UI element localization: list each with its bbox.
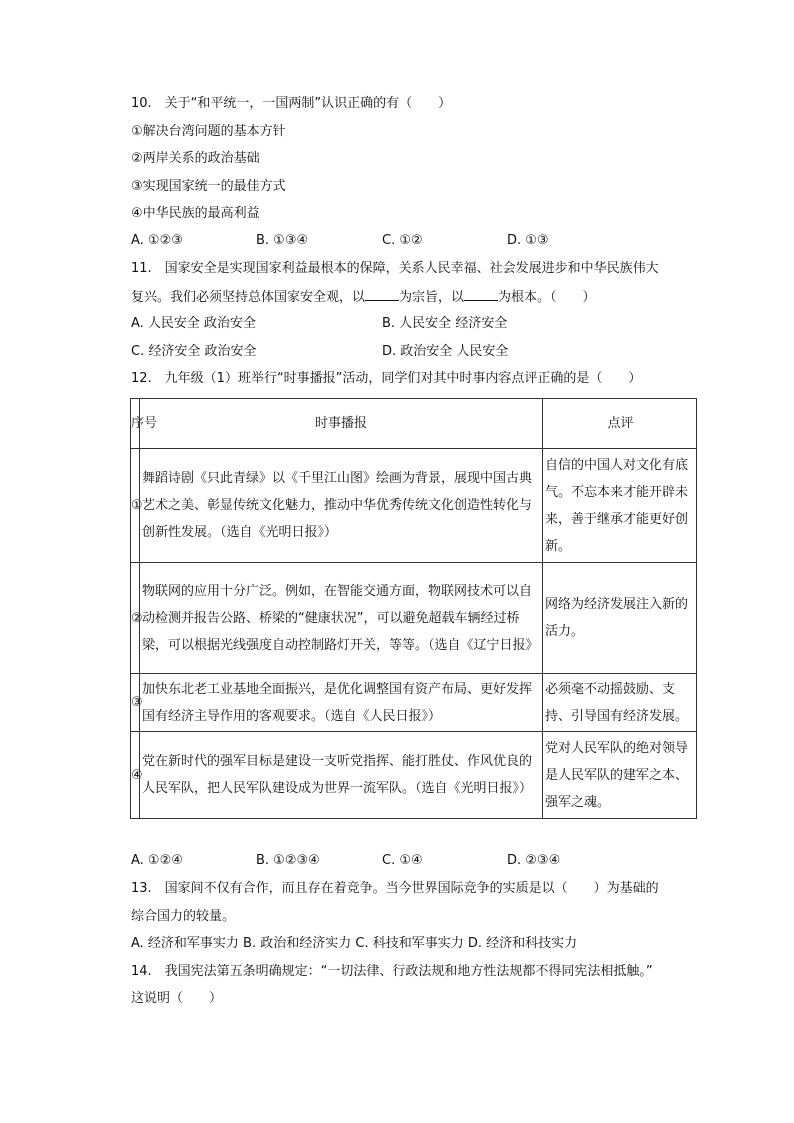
q10-item-2: ②两岸关系的政治基础 <box>131 151 260 166</box>
q11-option-d: D. 政治安全 人民安全 <box>382 344 509 359</box>
q10-option-a: A. ①②③ <box>131 233 183 248</box>
row-number: ③ <box>131 674 140 732</box>
table-row <box>131 449 697 563</box>
header-comment: 点评 <box>543 399 697 449</box>
row-comment: 网络为经济发展注入新的活力。 <box>543 563 697 674</box>
q11-blank-1 <box>365 288 399 301</box>
row-comment: 必须毫不动摇鼓励、支持、引导国有经济发展。 <box>543 674 697 732</box>
q12-option-c: C. ①④ <box>382 853 423 868</box>
row-number: ② <box>131 563 140 674</box>
q11-blank-2 <box>464 288 498 301</box>
q12-option-b: B. ①②③④ <box>256 853 320 868</box>
q12-option-a: A. ①②④ <box>131 853 183 868</box>
q10-item-4: ④中华民族的最高利益 <box>131 206 260 221</box>
current-events-table <box>130 398 697 819</box>
row-news: 舞蹈诗剧《只此青绿》以《千里江山图》绘画为背景，展现中国古典艺术之美、彰显传统文化魅力，推动中华优秀传统文化创造性转化与创新性发展。（选自《光明日报》） <box>140 449 543 563</box>
header-number: 序号 <box>131 399 140 449</box>
q11-options-row1 <box>131 315 671 333</box>
q14-stem-line2: 这说明（ ） <box>131 991 223 1006</box>
table-row <box>131 732 697 819</box>
q10-option-c: C. ①② <box>382 233 423 248</box>
row-news: 加快东北老工业基地全面振兴，是优化调整国有资产布局、更好发挥国有经济主导作用的客观要求。（选自《人民日报》） <box>140 674 543 732</box>
q13-stem-line1: 13. 国家间不仅有合作，而且存在着竞争。当今世界国际竞争的实质是以（ ）为基础的 <box>131 881 659 896</box>
q11-stem-line2 <box>131 288 596 307</box>
header-news: 时事播报 <box>140 399 543 449</box>
row-number: ① <box>131 449 140 563</box>
q10-options <box>131 232 671 250</box>
q11-options-row2 <box>131 343 671 361</box>
row-news: 党在新时代的强军目标是建设一支听党指挥、能打胜仗、作风优良的人民军队，把人民军队建设成为世界一流军队。（选自《光明日报》） <box>140 732 543 819</box>
q13-stem-line2: 综合国力的较量。 <box>131 909 236 924</box>
q11-option-c: C. 经济安全 政治安全 <box>131 344 257 359</box>
q11-option-b: B. 人民安全 经济安全 <box>382 316 508 331</box>
q12-options <box>131 852 671 870</box>
table-row <box>131 563 697 674</box>
row-news: 物联网的应用十分广泛。例如，在智能交通方面，物联网技术可以自动检测并报告公路、桥梁的“健康状况”，可以避免超载车辆经过桥梁，可以根据光线强度自动控制路灯开关，等等。（选自《辽宁日报》 <box>140 563 543 674</box>
table-row <box>131 674 697 732</box>
row-number: ④ <box>131 732 140 819</box>
q11-stem-part-b: 为宗旨，以 <box>399 290 465 305</box>
row-comment: 党对人民军队的绝对领导是人民军队的建军之本、强军之魂。 <box>543 732 697 819</box>
q10-item-1: ①解决台湾问题的基本方针 <box>131 124 286 139</box>
q12-stem: 12. 九年级（1）班举行“时事播报”活动，同学们对其中时事内容点评正确的是（ ） <box>131 371 642 386</box>
q10-stem: 10. 关于“和平统一，一国两制”认识正确的有（ ） <box>131 96 452 111</box>
q14-stem-line1: 14. 我国宪法第五条明确规定：“一切法律、行政法规和地方性法规都不得同宪法相抵触。” <box>131 964 653 979</box>
q11-stem-line1: 11. 国家安全是实现国家利益最根本的保障，关系人民幸福、社会发展进步和中华民族伟大 <box>131 261 659 276</box>
q11-stem-part-a: 复兴。我们必须坚持总体国家安全观，以 <box>131 290 366 305</box>
q12-option-d: D. ②③④ <box>507 853 561 868</box>
table-header-row <box>131 399 697 449</box>
q11-option-a: A. 人民安全 政治安全 <box>131 316 257 331</box>
q13-options: A. 经济和军事实力 B. 政治和经济实力 C. 科技和军事实力 D. 经济和科技实力 <box>131 936 578 951</box>
q10-option-b: B. ①③④ <box>256 233 309 248</box>
q10-option-d: D. ①③ <box>507 233 549 248</box>
q10-item-3: ③实现国家统一的最佳方式 <box>131 179 286 194</box>
row-comment: 自信的中国人对文化有底气。不忘本来才能开辟未来，善于继承才能更好创新。 <box>543 449 697 563</box>
q11-stem-part-c: 为根本。（ ） <box>498 290 596 305</box>
